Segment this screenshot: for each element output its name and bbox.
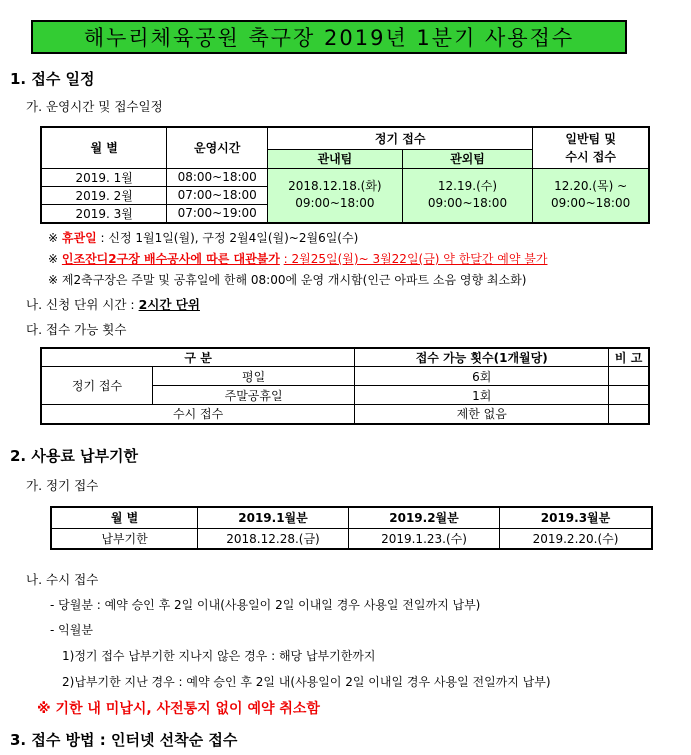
col-jan-header: 2019.1월분 xyxy=(198,507,349,528)
col-count-header: 접수 가능 횟수(1개월당) xyxy=(355,348,609,367)
page-title: 해누리체육공원 축구장 2019년 1분기 사용접수 xyxy=(31,20,627,54)
note-mark: ※ xyxy=(48,231,59,245)
next-month-rule: - 익월분 xyxy=(50,623,93,637)
weekend-label: 주말공휴일 xyxy=(153,386,355,405)
outside-time: 09:00~18:00 xyxy=(427,196,508,210)
col-feb-header: 2019.2월분 xyxy=(349,507,500,528)
col-mar-header: 2019.3월분 xyxy=(500,507,653,528)
cancellation-warning: ※ 기한 내 미납시, 사전통지 없이 예약 취소함 xyxy=(37,701,320,717)
schedule-table xyxy=(40,126,650,224)
weekday-label: 평일 xyxy=(153,367,355,386)
hours-cell: 07:00~19:00 xyxy=(167,204,268,223)
col-outside-header: 관외팀 xyxy=(402,149,533,168)
note-mark: ※ xyxy=(48,273,59,287)
inside-time: 09:00~18:00 xyxy=(295,196,375,210)
anytime-label: 수시 접수 xyxy=(41,405,355,424)
feb-deadline: 2019.1.23.(수) xyxy=(349,528,500,549)
payment-table xyxy=(50,506,653,550)
section-1a-label: 가. 운영시간 및 접수일정 xyxy=(26,99,163,114)
note-mark: ※ xyxy=(48,252,59,266)
regular-label: 정기 접수 xyxy=(41,367,153,405)
construction-label: 인조잔디2구장 배수공사에 따른 대관불가 xyxy=(61,252,280,266)
section-1-heading: 1. 접수 일정 xyxy=(10,70,95,88)
outside-schedule-cell xyxy=(402,168,533,223)
month-cell: 2019. 2월 xyxy=(41,186,167,204)
outside-date: 12.19.(수) xyxy=(437,179,498,193)
weekday-count: 6회 xyxy=(355,367,609,386)
col-inside-header: 관내팀 xyxy=(268,149,403,168)
closed-days-text: : 신정 1월1일(월), 구정 2월4일(월)~2월6일(수) xyxy=(100,231,359,245)
next-month-rule-2: 2)납부기한 지난 경우 : 예약 승인 후 2일 내(사용일이 2일 이내일 경우 사용일 전일까지 납부) xyxy=(62,675,551,689)
section-3-heading: 3. 접수 방법 : 인터넷 선착순 접수 xyxy=(10,731,238,749)
anytime-count: 제한 없음 xyxy=(355,405,609,424)
jan-deadline: 2018.12.28.(금) xyxy=(198,528,349,549)
closed-days-note xyxy=(48,229,358,246)
remark-cell xyxy=(609,367,649,386)
field2-text: 제2축구장은 주말 및 공휴일에 한해 08:00에 운영 개시함(인근 아파트 소음 영향 최소화) xyxy=(61,273,527,287)
closed-days-label: 휴관일 xyxy=(61,231,97,245)
section-2b-label: 나. 수시 접수 xyxy=(26,572,99,587)
section-2-heading: 2. 사용료 납부기한 xyxy=(10,447,139,465)
general-header-line2: 수시 접수 xyxy=(565,149,616,164)
inside-date: 2018.12.18.(화) xyxy=(288,179,382,193)
next-month-rule-1: 1)정기 접수 납부기한 지나지 않은 경우 : 해당 납부기한까지 xyxy=(62,649,376,663)
general-date: 12.20.(목) ~ xyxy=(554,179,628,193)
section-2a-label: 가. 정기 접수 xyxy=(26,478,99,493)
section-1b-label: 나. 신청 단위 시간 : xyxy=(26,297,135,312)
general-schedule-cell xyxy=(533,168,649,223)
mar-deadline: 2019.2.20.(수) xyxy=(500,528,653,549)
col-regular-header: 정기 접수 xyxy=(268,127,533,149)
month-cell: 2019. 1월 xyxy=(41,168,167,186)
col-remark-header: 비 고 xyxy=(609,348,649,367)
field2-note xyxy=(48,271,526,288)
deadline-label: 납부기한 xyxy=(51,528,198,549)
weekend-count: 1회 xyxy=(355,386,609,405)
col-month-header: 월 별 xyxy=(51,507,198,528)
construction-text: : 2월25일(월)~ 3월22일(금) 약 한달간 예약 불가 xyxy=(283,252,548,266)
month-cell: 2019. 3월 xyxy=(41,204,167,223)
section-1b-line xyxy=(26,295,200,313)
col-general-header xyxy=(533,127,649,168)
section-1b-value: 2시간 단위 xyxy=(138,297,200,312)
remark-cell xyxy=(609,386,649,405)
section-1c-label: 다. 접수 가능 횟수 xyxy=(26,322,127,337)
general-header-line1: 일반팀 및 xyxy=(565,131,616,146)
col-category-header: 구 분 xyxy=(41,348,355,367)
hours-cell: 08:00~18:00 xyxy=(167,168,268,186)
current-month-rule: - 당월분 : 예약 승인 후 2일 이내(사용일이 2일 이내일 경우 사용일 전일까지 납부) xyxy=(50,598,481,612)
hours-cell: 07:00~18:00 xyxy=(167,186,268,204)
construction-note xyxy=(48,250,547,267)
col-month-header: 월 별 xyxy=(41,127,167,168)
general-time: 09:00~18:00 xyxy=(551,196,631,210)
remark-cell xyxy=(609,405,649,424)
col-hours-header: 운영시간 xyxy=(167,127,268,168)
inside-schedule-cell xyxy=(268,168,403,223)
count-table xyxy=(40,347,650,425)
